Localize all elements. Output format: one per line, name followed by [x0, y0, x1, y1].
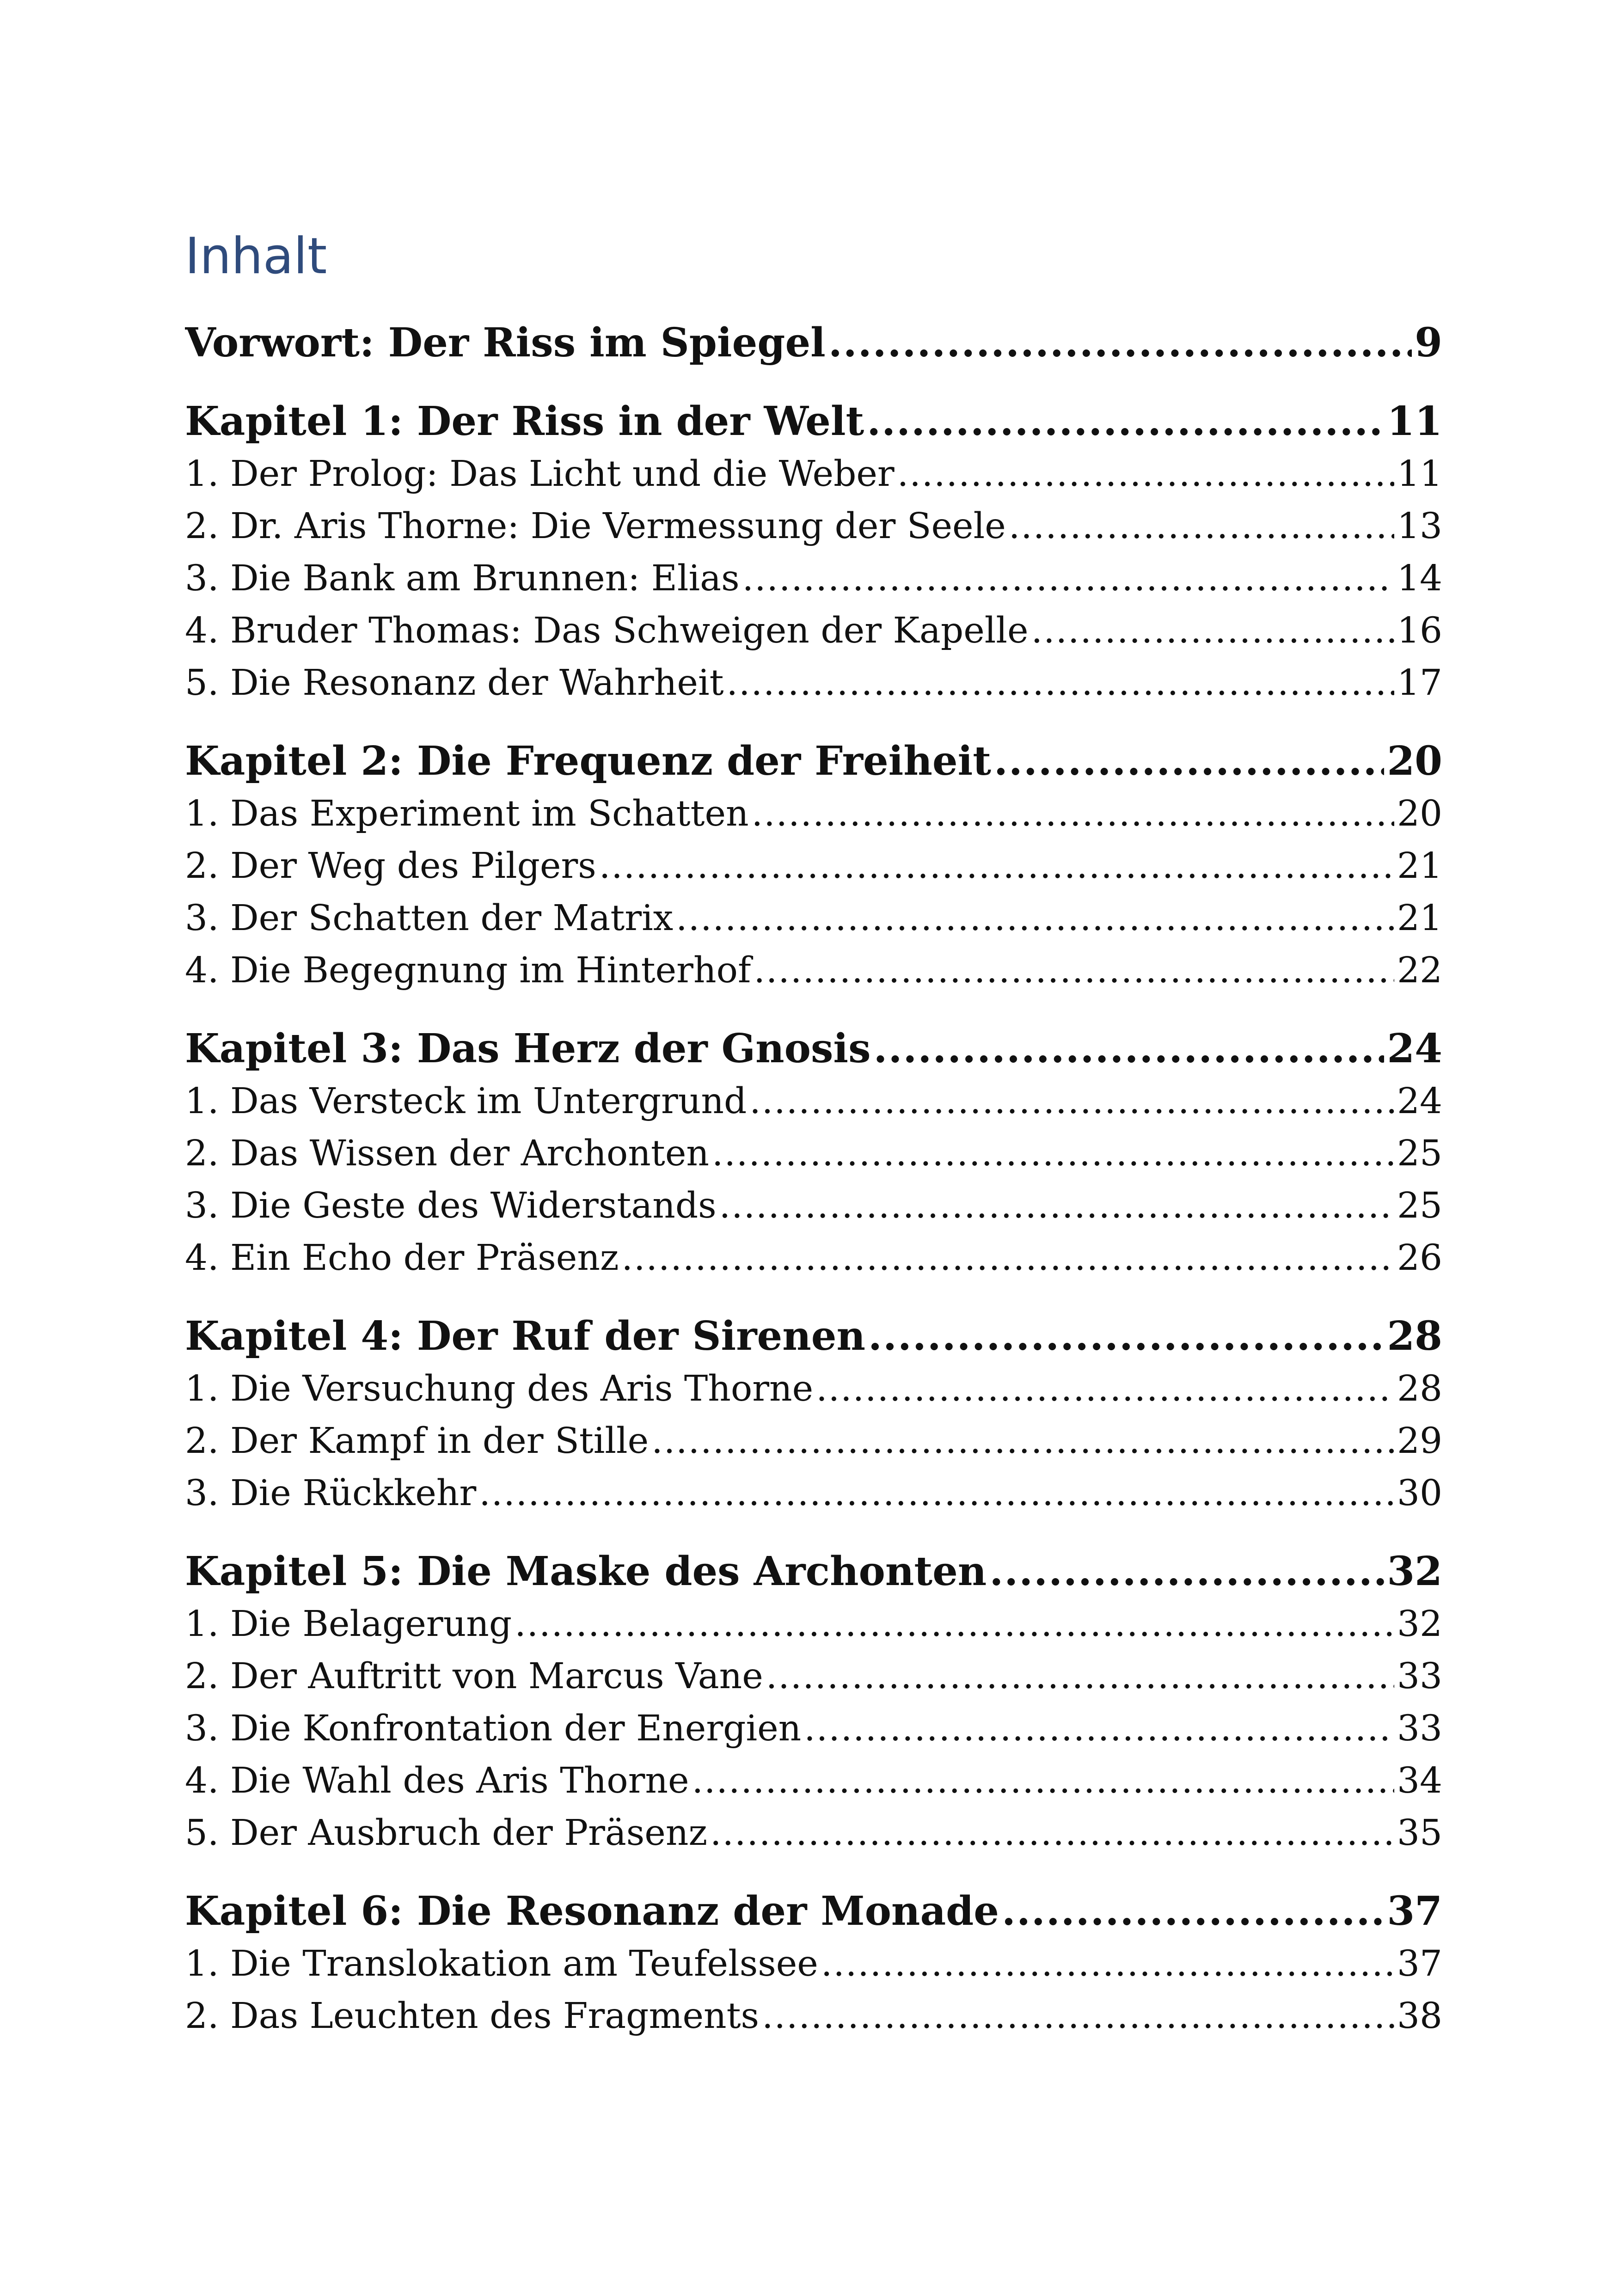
toc-page-number: 34: [1397, 1760, 1442, 1801]
toc-page-number: 25: [1397, 1185, 1442, 1226]
toc-page-number: 32: [1387, 1548, 1442, 1595]
toc-entry-label: 2. Der Auftritt von Marcus Vane: [185, 1656, 763, 1697]
toc-dot-leader: [821, 1938, 1394, 1990]
toc-entry-label: 1. Die Versuchung des Aris Thorne: [185, 1368, 814, 1409]
toc-chapter-entry[interactable]: [185, 735, 1442, 788]
toc-page-number: 21: [1397, 845, 1442, 887]
toc-chapter-entry[interactable]: [185, 1022, 1442, 1075]
toc-dot-leader: [1031, 605, 1394, 657]
toc-heading: Inhalt: [185, 227, 327, 285]
toc-section-entry[interactable]: [185, 1938, 1442, 1990]
toc-chapter-entry[interactable]: [185, 1310, 1442, 1363]
toc-dot-leader: [766, 1650, 1394, 1702]
toc-chapter-entry[interactable]: [185, 1545, 1442, 1598]
toc-page-number: 33: [1397, 1656, 1442, 1697]
toc-dot-leader: [752, 788, 1394, 840]
toc-section-entry[interactable]: [185, 1807, 1442, 1859]
toc-entry-label: Kapitel 1: Der Riss in der Welt: [185, 398, 864, 445]
toc-section-entry[interactable]: [185, 944, 1442, 997]
toc-dot-leader: [692, 1755, 1394, 1807]
toc-dot-leader: [804, 1702, 1394, 1755]
document-page: [185, 222, 1442, 2042]
toc-section-entry[interactable]: [185, 1127, 1442, 1180]
toc-page-number: 28: [1397, 1368, 1442, 1409]
toc-entry-label: 4. Die Begegnung im Hinterhof: [185, 950, 751, 991]
toc-page-number: 38: [1397, 1996, 1442, 2037]
toc-page-number: 22: [1397, 950, 1442, 991]
toc-entry-label: 3. Die Bank am Brunnen: Elias: [185, 558, 740, 599]
toc-dot-leader: [762, 1990, 1394, 2042]
toc-page-number: 13: [1397, 506, 1442, 547]
toc-section-entry[interactable]: [185, 892, 1442, 944]
toc-section-entry[interactable]: [185, 448, 1442, 500]
toc-page-number: 25: [1397, 1133, 1442, 1174]
toc-chapter-entry[interactable]: [185, 1885, 1442, 1938]
toc-section-entry[interactable]: [185, 1990, 1442, 2042]
toc-page-number: 32: [1397, 1604, 1442, 1645]
toc-dot-leader: [712, 1127, 1394, 1180]
toc-section-entry[interactable]: [185, 840, 1442, 892]
toc-dot-leader: [719, 1180, 1394, 1232]
toc-entry-label: 5. Der Ausbruch der Präsenz: [185, 1812, 708, 1854]
toc-entry-label: Kapitel 3: Das Herz der Gnosis: [185, 1025, 871, 1072]
toc-entry-label: 4. Ein Echo der Präsenz: [185, 1237, 619, 1279]
toc-section-entry[interactable]: [185, 500, 1442, 552]
toc-dot-leader: [867, 395, 1384, 448]
toc-section-entry[interactable]: [185, 788, 1442, 840]
toc-entry-label: 3. Die Rückkehr: [185, 1473, 477, 1514]
toc-section-entry[interactable]: [185, 1180, 1442, 1232]
toc-entry-label: 4. Die Wahl des Aris Thorne: [185, 1760, 689, 1801]
toc-dot-leader: [599, 840, 1394, 892]
toc-section-entry[interactable]: [185, 552, 1442, 605]
toc-page-number: 20: [1397, 793, 1442, 834]
toc-dot-leader: [828, 317, 1412, 369]
toc-section-entry[interactable]: [185, 1232, 1442, 1284]
toc-section-entry[interactable]: [185, 605, 1442, 657]
toc-section-entry[interactable]: [185, 1755, 1442, 1807]
toc-section-entry[interactable]: [185, 657, 1442, 709]
toc-dot-leader: [710, 1807, 1394, 1859]
toc-entry-label: 2. Das Wissen der Archonten: [185, 1133, 709, 1174]
toc-entry-label: 1. Das Experiment im Schatten: [185, 793, 749, 834]
toc-entry-label: Kapitel 5: Die Maske des Archonten: [185, 1548, 987, 1595]
toc-entry-label: 2. Dr. Aris Thorne: Die Vermessung der Seele: [185, 506, 1006, 547]
toc-section-entry[interactable]: [185, 1415, 1442, 1467]
toc-page-number: 35: [1397, 1812, 1442, 1854]
toc-list: [185, 317, 1442, 2042]
toc-section-entry[interactable]: [185, 1650, 1442, 1702]
toc-entry-label: 2. Das Leuchten des Fragments: [185, 1996, 760, 2037]
toc-entry-label: Kapitel 6: Die Resonanz der Monade: [185, 1888, 999, 1935]
toc-dot-leader: [816, 1363, 1394, 1415]
toc-entry-label: 3. Die Geste des Widerstands: [185, 1185, 717, 1226]
toc-entry-label: 3. Der Schatten der Matrix: [185, 898, 674, 939]
toc-dot-leader: [515, 1598, 1394, 1650]
toc-dot-leader: [749, 1075, 1394, 1127]
toc-entry-label: 5. Die Resonanz der Wahrheit: [185, 662, 724, 704]
toc-entry-label: 2. Der Weg des Pilgers: [185, 845, 596, 887]
toc-page-number: 30: [1397, 1473, 1442, 1514]
toc-dot-leader: [989, 1545, 1384, 1598]
toc-dot-leader: [622, 1232, 1395, 1284]
toc-dot-leader: [676, 892, 1394, 944]
toc-page-number: 21: [1397, 898, 1442, 939]
toc-entry-label: 1. Die Translokation am Teufelssee: [185, 1943, 818, 1984]
toc-section-entry[interactable]: [185, 1598, 1442, 1650]
toc-entry-label: 1. Das Versteck im Untergrund: [185, 1081, 747, 1122]
toc-page-number: 11: [1397, 453, 1442, 495]
toc-dot-leader: [874, 1022, 1385, 1075]
toc-page-number: 37: [1397, 1943, 1442, 1984]
toc-section-entry[interactable]: [185, 1075, 1442, 1127]
toc-entry-label: Vorwort: Der Riss im Spiegel: [185, 319, 826, 366]
toc-section-entry[interactable]: [185, 1702, 1442, 1755]
toc-page-number: 20: [1387, 738, 1442, 784]
toc-page-number: 29: [1397, 1420, 1442, 1462]
toc-page-number: 9: [1415, 319, 1442, 366]
toc-chapter-entry[interactable]: [185, 317, 1442, 369]
toc-entry-label: 4. Bruder Thomas: Das Schweigen der Kapelle: [185, 610, 1029, 651]
toc-page-number: 11: [1387, 398, 1442, 445]
toc-entry-label: 1. Der Prolog: Das Licht und die Weber: [185, 453, 895, 495]
toc-entry-label: 1. Die Belagerung: [185, 1604, 512, 1645]
toc-dot-leader: [994, 735, 1384, 788]
toc-chapter-entry[interactable]: [185, 395, 1442, 448]
toc-page-number: 33: [1397, 1708, 1442, 1749]
toc-page-number: 14: [1397, 558, 1442, 599]
toc-entry-label: Kapitel 2: Die Frequenz der Freiheit: [185, 738, 991, 784]
toc-dot-leader: [1002, 1885, 1384, 1938]
toc-page-number: 26: [1397, 1237, 1442, 1279]
toc-page-number: 17: [1397, 662, 1442, 704]
toc-dot-leader: [479, 1467, 1394, 1519]
toc-entry-label: 2. Der Kampf in der Stille: [185, 1420, 649, 1462]
toc-dot-leader: [868, 1310, 1384, 1363]
toc-entry-label: 3. Die Konfrontation der Energien: [185, 1708, 802, 1749]
toc-dot-leader: [754, 944, 1394, 997]
toc-entry-label: Kapitel 4: Der Ruf der Sirenen: [185, 1313, 865, 1359]
toc-page-number: 16: [1397, 610, 1442, 651]
toc-page-number: 28: [1387, 1313, 1442, 1359]
toc-page-number: 24: [1387, 1025, 1442, 1072]
toc-dot-leader: [1009, 500, 1394, 552]
toc-section-entry[interactable]: [185, 1363, 1442, 1415]
toc-dot-leader: [651, 1415, 1394, 1467]
toc-section-entry[interactable]: [185, 1467, 1442, 1519]
toc-dot-leader: [727, 657, 1394, 709]
toc-dot-leader: [742, 552, 1394, 605]
toc-dot-leader: [897, 448, 1394, 500]
toc-page-number: 37: [1387, 1888, 1442, 1935]
toc-page-number: 24: [1397, 1081, 1442, 1122]
